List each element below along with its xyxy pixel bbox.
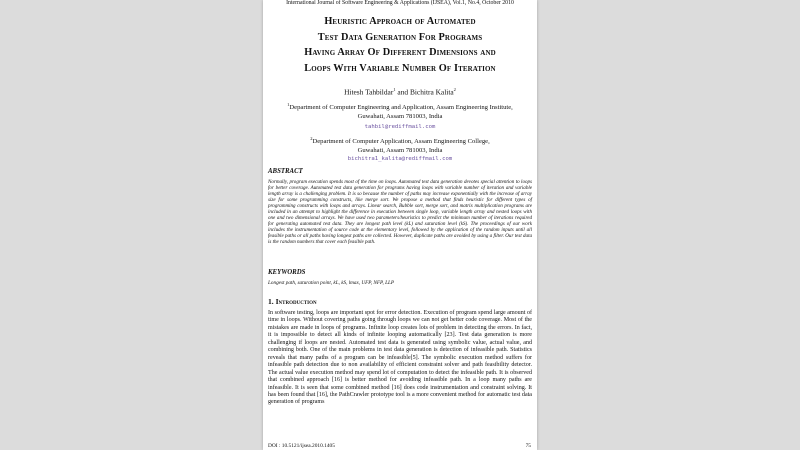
affiliation-line: Guwahati, Assam 781003, India [357,146,443,154]
page-number: 75 [525,443,531,449]
paper-title [269,14,531,76]
author-name: Hitesh Tahbildar [344,87,394,97]
journal-header: International Journal of Software Engineering & Applications (IJSEA), Vol.1, No.4, October 2010 [286,0,514,6]
paper-page [263,0,537,450]
title-line: Having Array Of Different Dimensions and [304,47,496,58]
affiliation-1 [267,101,533,121]
email-link[interactable]: bichitra1_kalita@rediffmail.com [347,156,453,162]
affiliation-line: Guwahati, Assam 781003, India [357,112,443,120]
section-body: In software testing, loops are important spot for error detection. Execution of program spend large amount of time in loops. Without covering paths going through loops we can not get better code coverage. Most of the mistakes are made in loops of programs. Infinite loop creates lots of problem in detecting the errors. In fact, it is impossible to detect all kinds of infinite looping automatically [23]. Test data generation is more challenging if loops are nested. Automated test data is generated using symbolic value, actual value, and combining both. One of the main problems in test data generation is detection of infeasible path. Statistics reveals that many paths of a program can be infeasible[5]. The symbolic execution method suffers for infeasible path detection due to non availability of efficient constraint solver and path feasibility detector. The actual value execution method may spend lot of computation to detect the infeasible path. It is observed that combined approach [16] is better method for avoiding infeasible path. In a loop many paths are infeasible. It is seen that some combined method [16] does code instrumentation and constraint solving. It has been found that [16], the PathCrawler prototype tool is a more convenient method for automatic test data generation of programs [268,310,532,406]
author-sup: 1 [393,87,396,92]
affiliation-sup: 1 [287,102,290,107]
keywords-text: Longest path, saturation point, kL, kS, lmax, UFP, NFP, LLP [268,280,395,286]
section-heading: 1. Introduction [268,297,317,306]
author-sup: 2 [453,87,456,92]
title-line: Heuristic Approach of Automated [324,16,476,27]
affiliation-line: Department of Computer Engineering and Application, Assam Engineering Institute, [289,104,513,112]
email-link[interactable]: tahbil@rediffmail.com [364,124,436,130]
author-connector: and [395,87,410,97]
abstract-heading: ABSTRACT [268,168,303,175]
affiliation-sup: 2 [310,136,313,141]
affiliation-line: Department of Computer Application, Assam Engineering College, [312,138,490,146]
abstract-text: Normally, program execution spends most of the time on loops. Automated test data generation devotes special attention to loops for better coverage. Automated test data generation for programs having loops with variable number of iteration and variable length array is a challenging problem. It is so because the number of paths may increase exponentially with the increase of array size for some programming constructs, like merge sort. We propose a method that finds heuristic for different types of programming constructs with loops and arrays. Linear search, Bubble sort, merge sort, and matrix multiplication programs are included in an attempt to highlight the difference in execution between single loop, variable length array and nested loops with one and two dimensional arrays. We have used two parameters/heuristics to predict the minimum number of iterations required for generating automated test data. They are longest path level (kL) and saturation level (kS). The proceedings of our work includes the instrumentation of source code at the elementary level, followed by the application of the random inputs until all feasible paths or all paths having longest paths are collected. However, duplicate paths are avoided by using a filter. Our test data is the random numbers that cover each feasible path. [268,179,532,246]
author-list [263,87,537,96]
title-line: Loops With Variable Number Of Iteration [304,62,496,74]
affiliation-2 [267,135,533,155]
title-line: Test Data Generation For Programs [317,31,483,43]
author-name: Bichitra Kalita [409,87,454,97]
keywords-heading: KEYWORDS [268,269,306,276]
doi-footer: DOI : 10.5121/ijsea.2010.1405 [268,443,335,449]
